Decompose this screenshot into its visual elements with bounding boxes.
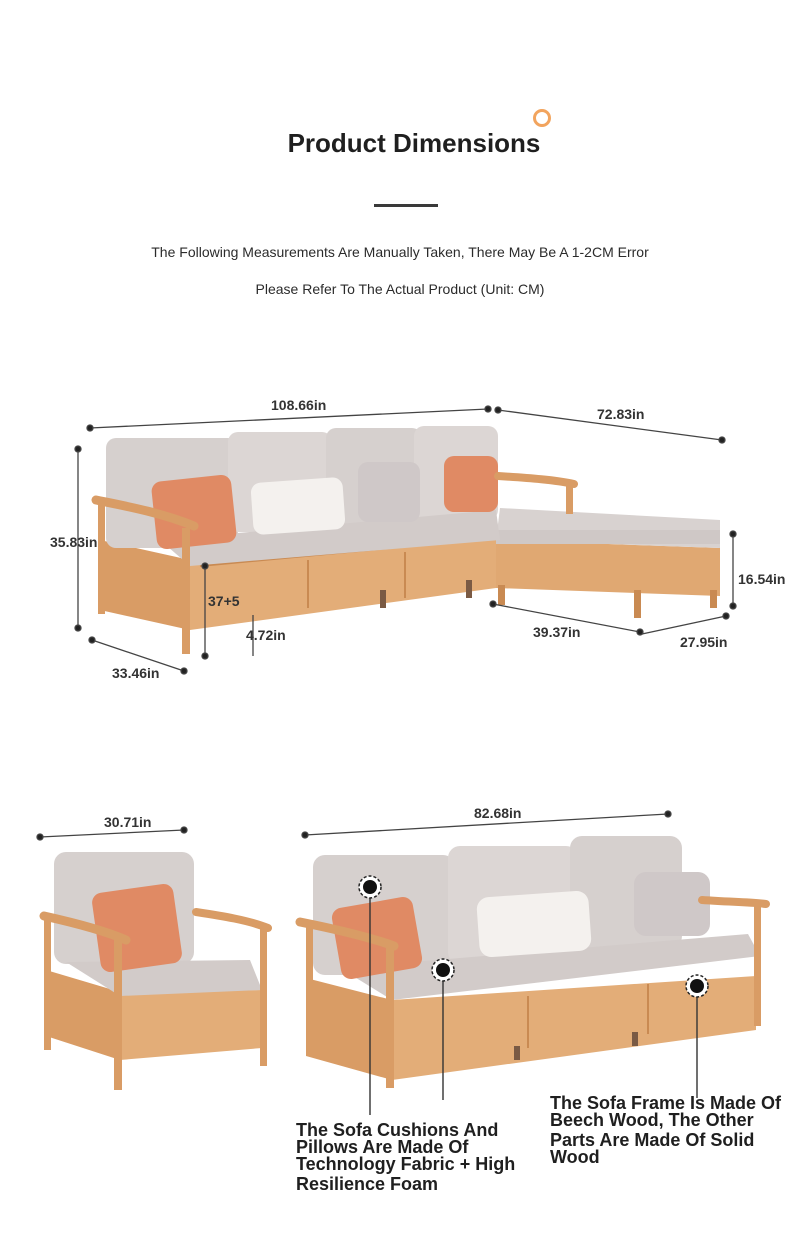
chaise-length-label: 72.83in — [597, 406, 645, 422]
frame-callout-line-3: Parts Are Made Of Solid — [550, 1130, 755, 1150]
frame-callout-line-1: The Sofa Frame Is Made Of — [550, 1093, 782, 1113]
cushion-callout-line-1: The Sofa Cushions And — [296, 1120, 499, 1140]
page-title: Product Dimensions — [287, 128, 541, 158]
unit-note: Please Refer To The Actual Product (Unit: CM) — [255, 281, 545, 297]
three-seater-width-label: 82.68in — [474, 805, 522, 821]
leg-height-label: 4.72in — [246, 627, 286, 643]
armchair-width-label: 30.71in — [104, 814, 152, 830]
sectional-width-label: 108.66in — [271, 397, 327, 413]
sectional-sofa-image — [96, 426, 720, 654]
measurement-note: The Following Measurements Are Manually Taken, There May Be A 1-2CM Error — [151, 244, 649, 260]
armchair-image — [44, 852, 268, 1090]
cushion-callout-line-2: Pillows Are Made Of — [296, 1137, 469, 1157]
frame-callout-line-2: Beech Wood, The Other — [550, 1110, 754, 1130]
cushion-callout-line-4: Resilience Foam — [296, 1174, 439, 1194]
frame-material-callout — [550, 1095, 798, 1166]
frame-callout-line-4: Wood — [550, 1147, 600, 1167]
seat-height-label: 37+5 — [208, 593, 240, 609]
sectional-height-label: 35.83in — [50, 534, 98, 550]
seat-depth-label: 33.46in — [112, 665, 160, 681]
chaise-height-label: 16.54in — [738, 571, 786, 587]
cushion-callout-line-3: Technology Fabric + High — [296, 1154, 516, 1174]
cushion-material-callout — [296, 1122, 556, 1193]
chaise-width-label: 39.37in — [533, 624, 581, 640]
chaise-depth-label: 27.95in — [680, 634, 728, 650]
